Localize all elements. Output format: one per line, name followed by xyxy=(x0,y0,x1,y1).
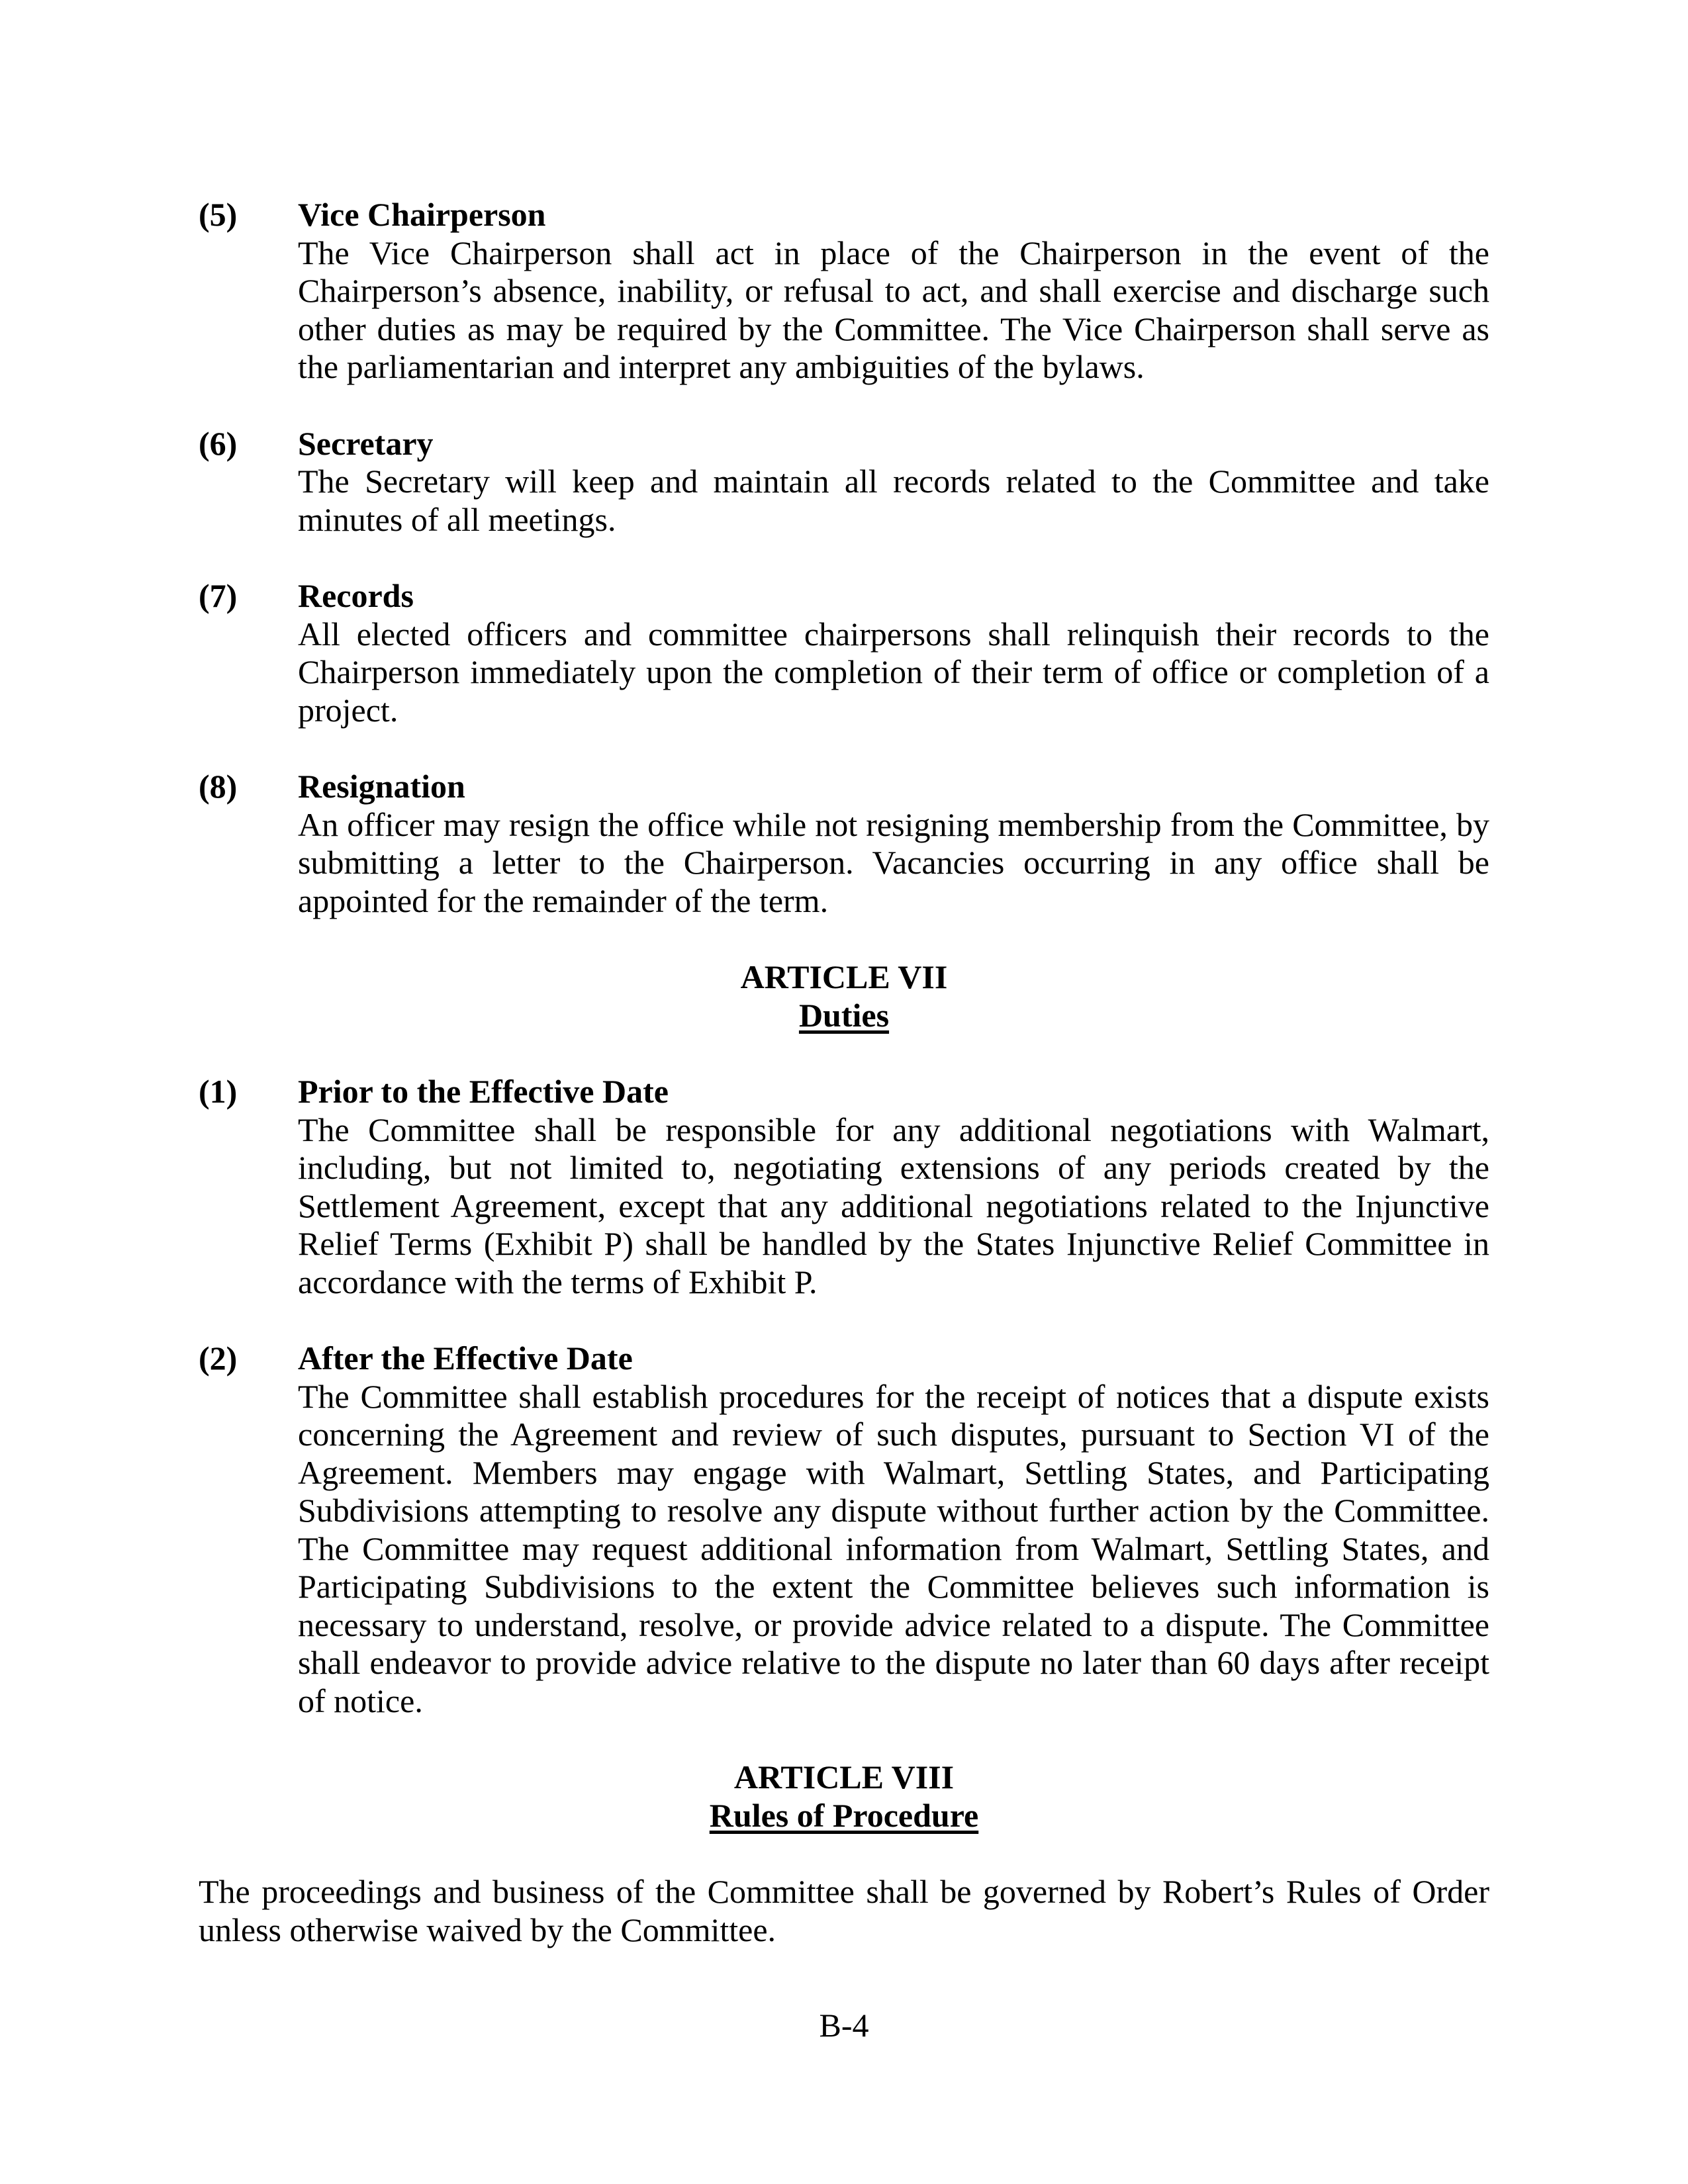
section-title: Records xyxy=(298,577,414,614)
rules-of-procedure-text: The proceedings and business of the Committee shall be governed by Robert’s Rules of Order unless otherwise waived by the Committee. xyxy=(199,1873,1489,1948)
section-text: An officer may resign the office while not resigning membership from the Committee, by submitting a letter to the Chairperson. Vacancies occurring in any office shall be appointed for the remainder of the term. xyxy=(298,805,1489,919)
section-number: (8) xyxy=(199,768,238,805)
section-title: Resignation xyxy=(298,768,465,805)
section-after-effective-date xyxy=(199,1340,1489,1720)
section-title: After the Effective Date xyxy=(298,1340,633,1377)
section-text: The Committee shall establish procedures for the receipt of notices that a dispute exists concerning the Agreement and review of such disputes, pursuant to Section VI of the Agreement. Members may engage with Walmart, Settling States, and Participating Subdivisions attempting to resolve any dispute without further action by the Committee. The Committee may request additional information from Walmart, Settling States, and Participating Subdivisions to the extent the Committee believes such information is necessary to understand, resolve, or provide advice related to a dispute. The Committee shall endeavor to provide advice relative to the dispute no later than 60 days after receipt of notice. xyxy=(298,1377,1489,1719)
section-title: Prior to the Effective Date xyxy=(298,1073,669,1110)
section-secretary xyxy=(199,425,1489,539)
section-title: Secretary xyxy=(298,424,434,462)
page-content xyxy=(199,196,1489,1949)
section-text: The Vice Chairperson shall act in place of the Chairperson in the event of the Chairperson’s absence, inability, or refusal to act, and shall exercise and discharge such other duties as may be required by the Committee. The Vice Chairperson shall serve as the parliamentarian and interpret any ambiguities of the bylaws. xyxy=(298,234,1489,385)
article-title: Rules of Procedure xyxy=(709,1796,979,1834)
article-vii-heading xyxy=(199,958,1489,1034)
page-number: B-4 xyxy=(819,2007,869,2044)
section-number: (2) xyxy=(199,1340,238,1377)
section-records xyxy=(199,577,1489,729)
section-title: Vice Chairperson xyxy=(298,196,546,233)
section-resignation xyxy=(199,768,1489,920)
article-viii-heading xyxy=(199,1758,1489,1835)
section-number: (6) xyxy=(199,424,238,462)
section-number: (7) xyxy=(199,577,238,614)
section-text: The Committee shall be responsible for any additional negotiations with Walmart, including, but not limited to, negotiating extensions of any periods created by the Settlement Agreement, except that any additional negotiations related to the Injunctive Relief Terms (Exhibit P) shall be handled by the States Injunctive Relief Committee in accordance with the terms of Exhibit P. xyxy=(298,1111,1489,1300)
section-text: All elected officers and committee chairpersons shall relinquish their records to the Chairperson immediately upon the completion of their term of office or completion of a project. xyxy=(298,615,1489,729)
section-prior-to-effective-date xyxy=(199,1073,1489,1301)
article-label: ARTICLE VIII xyxy=(733,1758,955,1796)
section-number: (5) xyxy=(199,196,238,233)
section-number: (1) xyxy=(199,1073,238,1110)
article-label: ARTICLE VII xyxy=(740,958,948,995)
section-text: The Secretary will keep and maintain all records related to the Committee and take minutes of all meetings. xyxy=(298,463,1489,538)
section-vice-chairperson xyxy=(199,196,1489,387)
article-title: Duties xyxy=(798,996,890,1034)
